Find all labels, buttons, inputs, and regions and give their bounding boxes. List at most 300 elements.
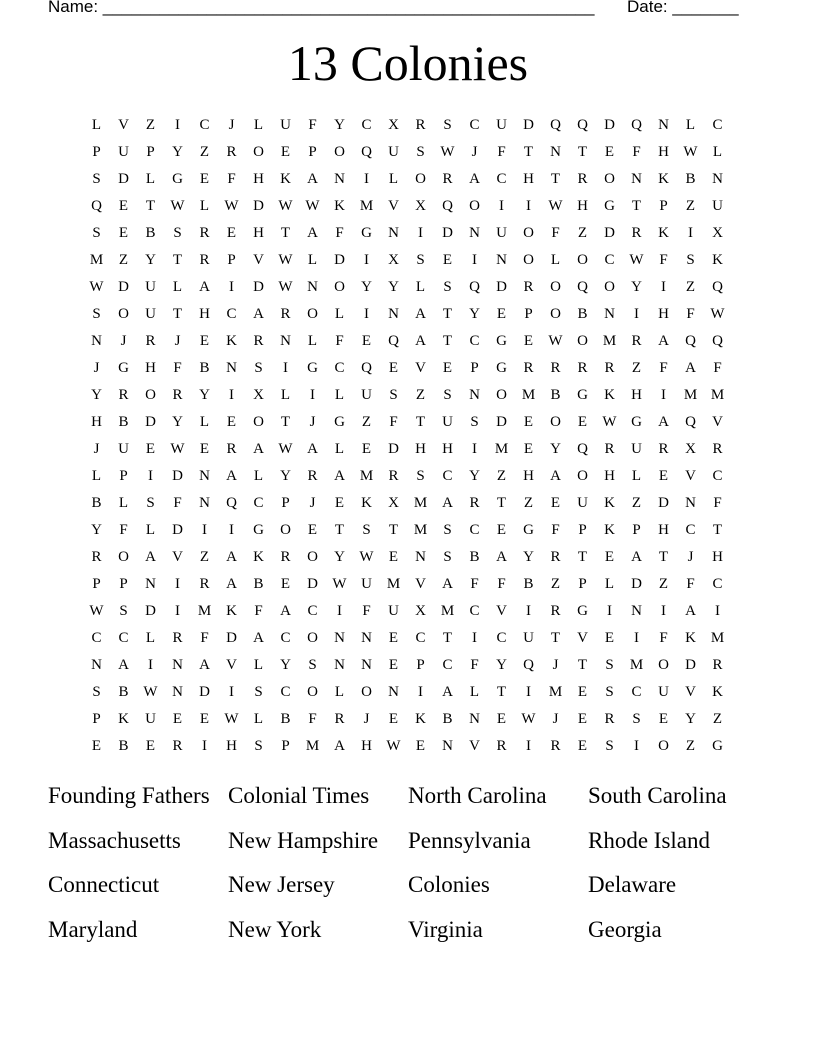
- grid-letter[interactable]: B: [523, 576, 534, 592]
- grid-letter[interactable]: O: [253, 144, 264, 160]
- grid-letter[interactable]: E: [91, 738, 102, 754]
- grid-letter[interactable]: L: [685, 117, 696, 133]
- grid-letter[interactable]: U: [280, 117, 291, 133]
- grid-letter[interactable]: I: [229, 684, 234, 700]
- grid-letter[interactable]: U: [577, 495, 588, 511]
- grid-letter[interactable]: Q: [685, 333, 696, 349]
- grid-letter[interactable]: F: [389, 414, 398, 430]
- grid-letter[interactable]: Y: [685, 711, 696, 727]
- grid-letter[interactable]: R: [604, 441, 615, 457]
- grid-letter[interactable]: F: [470, 576, 479, 592]
- grid-letter[interactable]: R: [172, 738, 183, 754]
- grid-letter[interactable]: N: [388, 684, 399, 700]
- grid-letter[interactable]: W: [89, 603, 104, 619]
- grid-letter[interactable]: Y: [172, 414, 183, 430]
- grid-letter[interactable]: O: [496, 387, 507, 403]
- grid-letter[interactable]: R: [199, 252, 210, 268]
- grid-letter[interactable]: H: [631, 387, 642, 403]
- grid-letter[interactable]: O: [307, 630, 318, 646]
- grid-letter[interactable]: C: [334, 360, 345, 376]
- grid-letter[interactable]: Y: [145, 252, 156, 268]
- grid-letter[interactable]: K: [334, 198, 345, 214]
- grid-letter[interactable]: Y: [334, 117, 345, 133]
- grid-letter[interactable]: W: [440, 144, 455, 160]
- grid-letter[interactable]: G: [577, 603, 588, 619]
- grid-letter[interactable]: C: [442, 657, 453, 673]
- grid-letter[interactable]: I: [148, 468, 153, 484]
- grid-letter[interactable]: Z: [685, 279, 696, 295]
- grid-letter[interactable]: X: [712, 225, 723, 241]
- grid-letter[interactable]: T: [577, 144, 588, 160]
- grid-letter[interactable]: B: [145, 225, 156, 241]
- grid-letter[interactable]: C: [469, 603, 480, 619]
- grid-letter[interactable]: Z: [550, 576, 561, 592]
- grid-letter[interactable]: A: [334, 468, 345, 484]
- grid-letter[interactable]: L: [469, 684, 480, 700]
- grid-letter[interactable]: W: [359, 549, 374, 565]
- grid-letter[interactable]: S: [254, 360, 263, 376]
- grid-letter[interactable]: A: [685, 603, 696, 619]
- grid-letter[interactable]: C: [307, 603, 318, 619]
- grid-letter[interactable]: W: [305, 198, 320, 214]
- grid-letter[interactable]: A: [199, 279, 210, 295]
- grid-letter[interactable]: E: [496, 711, 507, 727]
- grid-letter[interactable]: J: [120, 333, 127, 349]
- grid-letter[interactable]: C: [469, 522, 480, 538]
- grid-letter[interactable]: Y: [280, 468, 291, 484]
- grid-letter[interactable]: F: [659, 252, 668, 268]
- grid-letter[interactable]: E: [307, 522, 318, 538]
- grid-letter[interactable]: E: [388, 711, 399, 727]
- grid-letter[interactable]: U: [145, 711, 156, 727]
- grid-letter[interactable]: R: [307, 468, 318, 484]
- grid-letter[interactable]: E: [523, 441, 534, 457]
- grid-letter[interactable]: X: [388, 252, 399, 268]
- grid-letter[interactable]: V: [496, 603, 507, 619]
- grid-letter[interactable]: Y: [496, 657, 507, 673]
- grid-letter[interactable]: I: [526, 738, 531, 754]
- grid-letter[interactable]: I: [526, 684, 531, 700]
- grid-letter[interactable]: R: [631, 333, 642, 349]
- grid-letter[interactable]: F: [659, 630, 668, 646]
- grid-letter[interactable]: P: [227, 252, 236, 268]
- grid-letter[interactable]: K: [604, 522, 615, 538]
- grid-letter[interactable]: Q: [712, 279, 723, 295]
- grid-letter[interactable]: T: [415, 414, 426, 430]
- grid-letter[interactable]: T: [496, 495, 507, 511]
- grid-letter[interactable]: K: [253, 549, 264, 565]
- grid-letter[interactable]: N: [550, 144, 561, 160]
- grid-letter[interactable]: G: [496, 360, 507, 376]
- grid-letter[interactable]: T: [550, 630, 561, 646]
- grid-letter[interactable]: V: [226, 657, 237, 673]
- grid-letter[interactable]: K: [685, 630, 696, 646]
- grid-letter[interactable]: T: [550, 171, 561, 187]
- grid-letter[interactable]: F: [497, 576, 506, 592]
- grid-letter[interactable]: A: [442, 684, 453, 700]
- grid-letter[interactable]: N: [658, 117, 669, 133]
- grid-letter[interactable]: B: [91, 495, 102, 511]
- grid-letter[interactable]: O: [550, 279, 561, 295]
- grid-letter[interactable]: Q: [712, 333, 723, 349]
- grid-letter[interactable]: A: [199, 657, 210, 673]
- grid-letter[interactable]: E: [658, 711, 669, 727]
- grid-letter[interactable]: A: [631, 549, 642, 565]
- grid-letter[interactable]: C: [118, 630, 129, 646]
- grid-letter[interactable]: G: [118, 360, 129, 376]
- grid-letter[interactable]: E: [280, 576, 291, 592]
- grid-letter[interactable]: D: [145, 603, 156, 619]
- grid-letter[interactable]: E: [145, 441, 156, 457]
- grid-letter[interactable]: G: [361, 225, 372, 241]
- grid-letter[interactable]: A: [253, 306, 264, 322]
- grid-letter[interactable]: U: [496, 225, 507, 241]
- grid-letter[interactable]: O: [118, 306, 129, 322]
- grid-letter[interactable]: E: [415, 738, 426, 754]
- grid-letter[interactable]: Z: [631, 495, 642, 511]
- grid-letter[interactable]: T: [577, 549, 588, 565]
- grid-letter[interactable]: E: [388, 360, 399, 376]
- grid-letter[interactable]: I: [526, 198, 531, 214]
- grid-letter[interactable]: K: [712, 252, 723, 268]
- grid-letter[interactable]: W: [278, 441, 293, 457]
- grid-letter[interactable]: E: [604, 144, 615, 160]
- grid-letter[interactable]: Z: [118, 252, 129, 268]
- grid-letter[interactable]: C: [415, 630, 426, 646]
- grid-letter[interactable]: V: [172, 549, 183, 565]
- grid-letter[interactable]: L: [145, 630, 156, 646]
- grid-letter[interactable]: D: [442, 225, 453, 241]
- grid-letter[interactable]: R: [523, 360, 534, 376]
- grid-letter[interactable]: R: [658, 441, 669, 457]
- grid-letter[interactable]: D: [199, 684, 210, 700]
- grid-letter[interactable]: I: [418, 684, 423, 700]
- grid-letter[interactable]: F: [254, 603, 263, 619]
- grid-letter[interactable]: M: [494, 441, 509, 457]
- grid-letter[interactable]: J: [552, 657, 559, 673]
- grid-letter[interactable]: H: [226, 738, 237, 754]
- grid-letter[interactable]: Y: [361, 279, 372, 295]
- grid-letter[interactable]: M: [413, 495, 428, 511]
- grid-letter[interactable]: L: [91, 468, 102, 484]
- grid-letter[interactable]: Q: [631, 117, 642, 133]
- grid-letter[interactable]: I: [715, 603, 720, 619]
- grid-letter[interactable]: L: [118, 495, 129, 511]
- grid-letter[interactable]: R: [145, 333, 156, 349]
- grid-letter[interactable]: M: [413, 522, 428, 538]
- grid-letter[interactable]: M: [710, 387, 725, 403]
- grid-letter[interactable]: O: [361, 684, 372, 700]
- grid-letter[interactable]: Y: [334, 549, 345, 565]
- grid-letter[interactable]: I: [661, 603, 666, 619]
- grid-letter[interactable]: E: [496, 522, 507, 538]
- grid-letter[interactable]: E: [226, 225, 237, 241]
- grid-letter[interactable]: Q: [577, 441, 588, 457]
- grid-letter[interactable]: U: [361, 576, 372, 592]
- grid-letter[interactable]: O: [658, 657, 669, 673]
- grid-letter[interactable]: I: [229, 522, 234, 538]
- grid-letter[interactable]: C: [199, 117, 210, 133]
- grid-letter[interactable]: P: [470, 360, 479, 376]
- grid-letter[interactable]: T: [442, 333, 453, 349]
- grid-letter[interactable]: V: [415, 360, 426, 376]
- grid-letter[interactable]: S: [254, 684, 263, 700]
- grid-letter[interactable]: Q: [577, 279, 588, 295]
- grid-letter[interactable]: U: [145, 279, 156, 295]
- grid-letter[interactable]: Q: [388, 333, 399, 349]
- grid-letter[interactable]: K: [604, 387, 615, 403]
- grid-letter[interactable]: C: [712, 576, 723, 592]
- grid-letter[interactable]: E: [523, 333, 534, 349]
- grid-letter[interactable]: S: [362, 522, 371, 538]
- grid-letter[interactable]: S: [389, 387, 398, 403]
- grid-letter[interactable]: B: [280, 711, 291, 727]
- grid-letter[interactable]: N: [631, 171, 642, 187]
- grid-letter[interactable]: I: [661, 279, 666, 295]
- grid-letter[interactable]: N: [172, 657, 183, 673]
- grid-letter[interactable]: O: [550, 414, 561, 430]
- grid-letter[interactable]: G: [334, 414, 345, 430]
- grid-letter[interactable]: M: [305, 738, 320, 754]
- grid-letter[interactable]: Y: [550, 441, 561, 457]
- grid-letter[interactable]: N: [145, 576, 156, 592]
- grid-letter[interactable]: A: [253, 441, 264, 457]
- grid-letter[interactable]: E: [658, 468, 669, 484]
- grid-letter[interactable]: F: [713, 360, 722, 376]
- grid-letter[interactable]: O: [469, 198, 480, 214]
- grid-letter[interactable]: I: [634, 630, 639, 646]
- grid-letter[interactable]: R: [523, 279, 534, 295]
- grid-letter[interactable]: Z: [415, 387, 426, 403]
- grid-letter[interactable]: E: [199, 333, 210, 349]
- grid-letter[interactable]: H: [523, 468, 534, 484]
- grid-letter[interactable]: S: [443, 279, 452, 295]
- grid-letter[interactable]: N: [199, 468, 210, 484]
- grid-letter[interactable]: Z: [712, 711, 723, 727]
- grid-letter[interactable]: R: [712, 441, 723, 457]
- grid-letter[interactable]: X: [388, 495, 399, 511]
- grid-letter[interactable]: K: [604, 495, 615, 511]
- grid-letter[interactable]: Z: [685, 198, 696, 214]
- grid-letter[interactable]: W: [548, 198, 563, 214]
- grid-letter[interactable]: U: [712, 198, 723, 214]
- grid-letter[interactable]: N: [172, 684, 183, 700]
- grid-letter[interactable]: J: [687, 549, 694, 565]
- grid-letter[interactable]: Z: [523, 495, 534, 511]
- grid-letter[interactable]: L: [253, 657, 264, 673]
- grid-letter[interactable]: L: [604, 576, 615, 592]
- grid-letter[interactable]: C: [685, 522, 696, 538]
- grid-letter[interactable]: R: [496, 738, 507, 754]
- grid-letter[interactable]: S: [254, 738, 263, 754]
- grid-letter[interactable]: I: [607, 603, 612, 619]
- grid-letter[interactable]: U: [361, 387, 372, 403]
- grid-letter[interactable]: G: [172, 171, 183, 187]
- grid-letter[interactable]: I: [472, 630, 477, 646]
- grid-letter[interactable]: K: [415, 711, 426, 727]
- grid-letter[interactable]: T: [712, 522, 723, 538]
- grid-letter[interactable]: Y: [172, 144, 183, 160]
- grid-letter[interactable]: E: [604, 549, 615, 565]
- grid-letter[interactable]: U: [658, 684, 669, 700]
- grid-letter[interactable]: E: [280, 144, 291, 160]
- grid-letter[interactable]: D: [226, 630, 237, 646]
- grid-letter[interactable]: X: [388, 117, 399, 133]
- grid-letter[interactable]: N: [361, 630, 372, 646]
- grid-letter[interactable]: D: [604, 225, 615, 241]
- grid-letter[interactable]: L: [199, 414, 210, 430]
- grid-letter[interactable]: F: [119, 522, 128, 538]
- grid-letter[interactable]: L: [199, 198, 210, 214]
- grid-letter[interactable]: I: [634, 738, 639, 754]
- grid-letter[interactable]: M: [440, 603, 455, 619]
- grid-letter[interactable]: S: [443, 522, 452, 538]
- grid-letter[interactable]: L: [334, 441, 345, 457]
- grid-letter[interactable]: E: [442, 252, 453, 268]
- grid-letter[interactable]: L: [550, 252, 561, 268]
- grid-letter[interactable]: G: [523, 522, 534, 538]
- grid-letter[interactable]: H: [523, 171, 534, 187]
- grid-letter[interactable]: D: [118, 279, 129, 295]
- grid-letter[interactable]: C: [712, 468, 723, 484]
- grid-letter[interactable]: P: [308, 144, 317, 160]
- grid-letter[interactable]: L: [145, 522, 156, 538]
- grid-letter[interactable]: E: [442, 360, 453, 376]
- grid-letter[interactable]: P: [416, 657, 425, 673]
- grid-letter[interactable]: V: [685, 468, 696, 484]
- grid-letter[interactable]: P: [119, 468, 128, 484]
- grid-letter[interactable]: N: [469, 225, 480, 241]
- grid-letter[interactable]: F: [470, 657, 479, 673]
- grid-letter[interactable]: D: [253, 279, 264, 295]
- grid-letter[interactable]: I: [688, 225, 693, 241]
- grid-letter[interactable]: Y: [91, 522, 102, 538]
- grid-letter[interactable]: D: [172, 522, 183, 538]
- grid-letter[interactable]: N: [334, 657, 345, 673]
- grid-letter[interactable]: E: [388, 657, 399, 673]
- grid-letter[interactable]: E: [577, 711, 588, 727]
- grid-letter[interactable]: A: [469, 171, 480, 187]
- grid-letter[interactable]: N: [361, 657, 372, 673]
- grid-letter[interactable]: U: [388, 603, 399, 619]
- grid-letter[interactable]: S: [416, 468, 425, 484]
- grid-letter[interactable]: Z: [685, 738, 696, 754]
- grid-letter[interactable]: I: [229, 387, 234, 403]
- grid-letter[interactable]: E: [145, 738, 156, 754]
- grid-letter[interactable]: R: [226, 441, 237, 457]
- grid-letter[interactable]: L: [334, 387, 345, 403]
- grid-letter[interactable]: S: [416, 252, 425, 268]
- grid-letter[interactable]: D: [604, 117, 615, 133]
- grid-letter[interactable]: E: [388, 630, 399, 646]
- grid-letter[interactable]: P: [578, 576, 587, 592]
- grid-letter[interactable]: J: [471, 144, 478, 160]
- grid-letter[interactable]: L: [631, 468, 642, 484]
- grid-letter[interactable]: O: [307, 306, 318, 322]
- grid-letter[interactable]: H: [658, 522, 669, 538]
- grid-letter[interactable]: G: [712, 738, 723, 754]
- grid-letter[interactable]: U: [145, 306, 156, 322]
- grid-letter[interactable]: R: [226, 144, 237, 160]
- grid-letter[interactable]: E: [361, 333, 372, 349]
- grid-letter[interactable]: Z: [658, 576, 669, 592]
- grid-letter[interactable]: N: [280, 333, 291, 349]
- grid-letter[interactable]: R: [118, 387, 129, 403]
- grid-letter[interactable]: A: [307, 441, 318, 457]
- grid-letter[interactable]: W: [521, 711, 536, 727]
- grid-letter[interactable]: L: [307, 252, 318, 268]
- grid-letter[interactable]: A: [658, 414, 669, 430]
- grid-letter[interactable]: K: [226, 603, 237, 619]
- grid-letter[interactable]: H: [361, 738, 372, 754]
- grid-letter[interactable]: B: [685, 171, 696, 187]
- grid-letter[interactable]: E: [496, 306, 507, 322]
- grid-letter[interactable]: E: [361, 441, 372, 457]
- grid-letter[interactable]: E: [226, 414, 237, 430]
- grid-letter[interactable]: F: [686, 306, 695, 322]
- grid-letter[interactable]: C: [280, 684, 291, 700]
- grid-letter[interactable]: P: [92, 711, 101, 727]
- grid-letter[interactable]: Q: [523, 657, 534, 673]
- grid-letter[interactable]: N: [442, 738, 453, 754]
- grid-letter[interactable]: Y: [631, 279, 642, 295]
- grid-letter[interactable]: S: [119, 603, 128, 619]
- grid-letter[interactable]: D: [496, 414, 507, 430]
- grid-letter[interactable]: N: [469, 711, 480, 727]
- grid-letter[interactable]: C: [91, 630, 102, 646]
- grid-letter[interactable]: A: [415, 306, 426, 322]
- grid-letter[interactable]: A: [145, 549, 156, 565]
- grid-letter[interactable]: T: [496, 684, 507, 700]
- grid-letter[interactable]: D: [631, 576, 642, 592]
- grid-letter[interactable]: S: [605, 738, 614, 754]
- grid-letter[interactable]: S: [605, 684, 614, 700]
- grid-letter[interactable]: F: [551, 225, 560, 241]
- grid-letter[interactable]: R: [550, 549, 561, 565]
- grid-letter[interactable]: O: [604, 279, 615, 295]
- grid-letter[interactable]: D: [334, 252, 345, 268]
- grid-letter[interactable]: M: [602, 333, 617, 349]
- grid-letter[interactable]: W: [170, 441, 185, 457]
- grid-letter[interactable]: S: [92, 225, 101, 241]
- grid-letter[interactable]: O: [307, 684, 318, 700]
- grid-letter[interactable]: M: [89, 252, 104, 268]
- grid-letter[interactable]: R: [469, 495, 480, 511]
- grid-letter[interactable]: S: [443, 387, 452, 403]
- grid-letter[interactable]: L: [280, 387, 291, 403]
- grid-letter[interactable]: S: [416, 144, 425, 160]
- grid-letter[interactable]: F: [497, 144, 506, 160]
- grid-letter[interactable]: F: [308, 711, 317, 727]
- grid-letter[interactable]: U: [631, 441, 642, 457]
- grid-letter[interactable]: W: [629, 252, 644, 268]
- grid-letter[interactable]: C: [442, 468, 453, 484]
- grid-letter[interactable]: N: [388, 306, 399, 322]
- grid-letter[interactable]: F: [632, 144, 641, 160]
- grid-letter[interactable]: P: [578, 522, 587, 538]
- grid-letter[interactable]: G: [604, 198, 615, 214]
- grid-letter[interactable]: U: [118, 144, 129, 160]
- grid-letter[interactable]: D: [172, 468, 183, 484]
- grid-letter[interactable]: T: [442, 306, 453, 322]
- grid-letter[interactable]: E: [199, 441, 210, 457]
- grid-letter[interactable]: A: [442, 576, 453, 592]
- grid-letter[interactable]: I: [364, 171, 369, 187]
- grid-letter[interactable]: M: [548, 684, 563, 700]
- grid-letter[interactable]: I: [418, 225, 423, 241]
- grid-letter[interactable]: A: [334, 738, 345, 754]
- grid-letter[interactable]: L: [253, 117, 264, 133]
